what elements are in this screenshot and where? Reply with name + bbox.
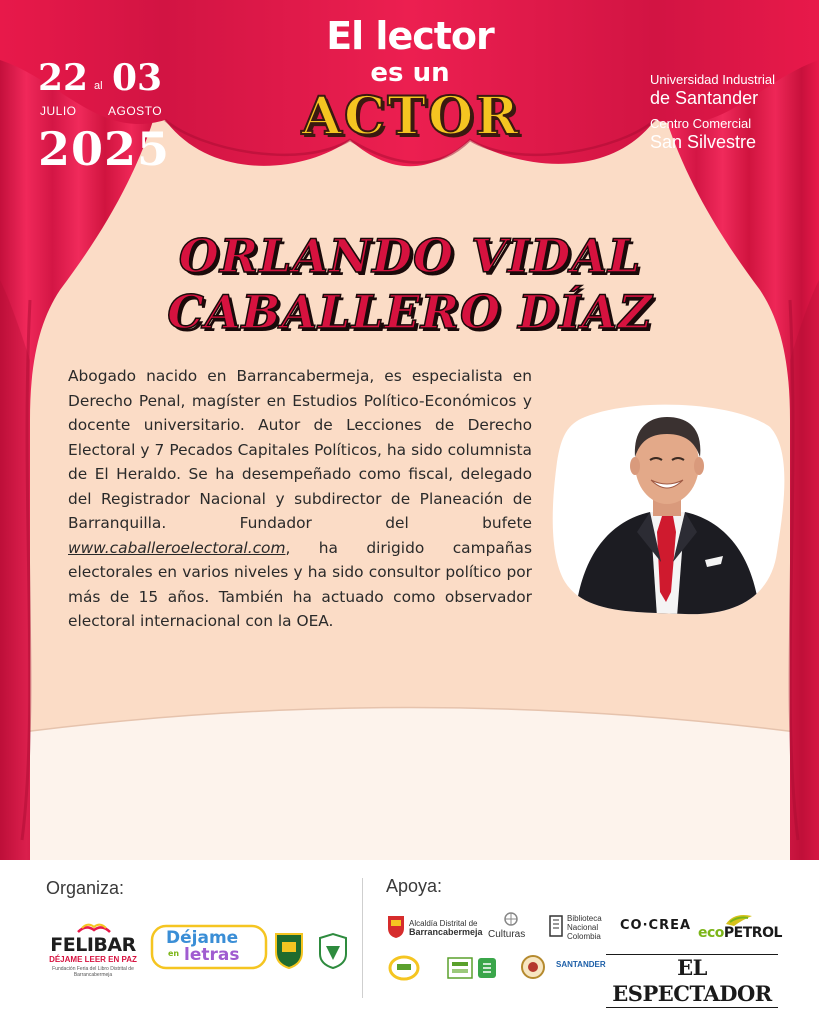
bio-text-part-1: Abogado nacido en Barrancabermeja, es especialista en Derecho Penal, magíster en Estudios Político-Económicos y docente universitario. Autor de Lecciones de Derecho Electoral y 7 Pecados Capitales Políticos, ha sido columnista de El Heraldo. Se ha desempeñado como fiscal, delegado del Registrador Nacional y subdirector de Planeación de Barranquilla. Fundador del bufete xyxy=(68,367,532,532)
seal-icon xyxy=(520,954,546,980)
institution-logo-square-icon xyxy=(476,956,498,980)
footer-divider xyxy=(362,878,363,998)
alcaldia-line-2: Barrancabermeja xyxy=(409,927,483,937)
speaker-photo xyxy=(545,402,785,617)
date-connector: al xyxy=(94,80,103,92)
culturas-logo-text: Culturas xyxy=(488,929,526,940)
speaker-name xyxy=(150,228,670,340)
title-actor: ACTOR xyxy=(301,86,521,147)
ecopetrol-rest: PETROL xyxy=(723,925,782,941)
biblioteca-icon xyxy=(548,914,564,938)
title-line-2: es un xyxy=(370,58,450,88)
venue-1-line-2: de Santander xyxy=(650,88,759,108)
biblioteca-line-1: Biblioteca xyxy=(567,914,602,923)
venue-2-line-1: Centro Comercial xyxy=(650,116,752,131)
college-shield-icon xyxy=(318,932,348,970)
biblioteca-line-3: Colombia xyxy=(567,932,601,941)
bio-website-link[interactable]: www.caballeroelectoral.com xyxy=(68,538,286,557)
left-curtain-shadow xyxy=(0,280,30,860)
dejame-word-2: en xyxy=(168,949,180,958)
institution-logo-green-icon xyxy=(446,956,474,980)
organiza-label: Organiza: xyxy=(46,878,125,898)
speaker-bio xyxy=(68,364,532,634)
alcaldia-line-1: Alcaldía Distrital de xyxy=(409,919,478,928)
ecopetrol-eco: eco xyxy=(698,925,724,941)
portrait-ear-right xyxy=(694,457,704,475)
venues xyxy=(650,72,810,152)
portrait-ear-left xyxy=(630,457,640,475)
school-shield-icon xyxy=(274,932,304,970)
dejame-word-1: Déjame xyxy=(166,928,239,948)
apoya-label: Apoya: xyxy=(386,876,443,896)
gobernacion-logo-text: SANTANDER xyxy=(556,960,606,969)
felibar-logo-title: FELIBAR xyxy=(50,934,136,956)
sanfrancisco-badge-icon xyxy=(388,955,420,981)
bio-text-part-2: , ha dirigido campañas electorales en varios niveles y ha sido consultor político por más de 15 años. También ha actuado como observador electoral internacional con la OEA. xyxy=(68,538,532,630)
event-year: 2025 xyxy=(38,122,171,176)
venue-1-line-1: Universidad Industrial xyxy=(650,72,776,87)
end-month: AGOSTO xyxy=(108,104,163,118)
dejame-word-3: letras xyxy=(184,945,240,965)
book-icon xyxy=(74,918,114,934)
start-month: JULIO xyxy=(40,104,77,118)
alcaldia-shield-icon xyxy=(386,914,406,940)
venue-2-line-2: San Silvestre xyxy=(650,132,757,152)
speaker-name-line-2: CABALLERO DÍAZ xyxy=(167,285,653,339)
alcaldia-logo-text xyxy=(409,919,483,937)
title-line-1: El lector xyxy=(326,14,494,58)
felibar-logo-caption: Fundación Feria del Libro Distrital de Barrancabermeja xyxy=(52,966,134,978)
right-curtain-shadow xyxy=(790,280,819,860)
speaker-name-line-1: ORLANDO VIDAL xyxy=(178,229,642,283)
stage-floor xyxy=(0,708,819,861)
end-day: 03 xyxy=(112,57,163,99)
culturas-icon xyxy=(502,910,520,928)
felibar-logo-subtitle: DÉJAME LEER EN PAZ xyxy=(49,955,137,964)
biblioteca-logo-text xyxy=(567,914,602,941)
start-day: 22 xyxy=(38,57,89,99)
ecopetrol-logo xyxy=(698,925,782,941)
el-espectador-logo: EL ESPECTADOR xyxy=(606,954,778,1008)
cocrea-logo: CO·CREA xyxy=(620,918,692,933)
biblioteca-line-2: Nacional xyxy=(567,923,599,932)
